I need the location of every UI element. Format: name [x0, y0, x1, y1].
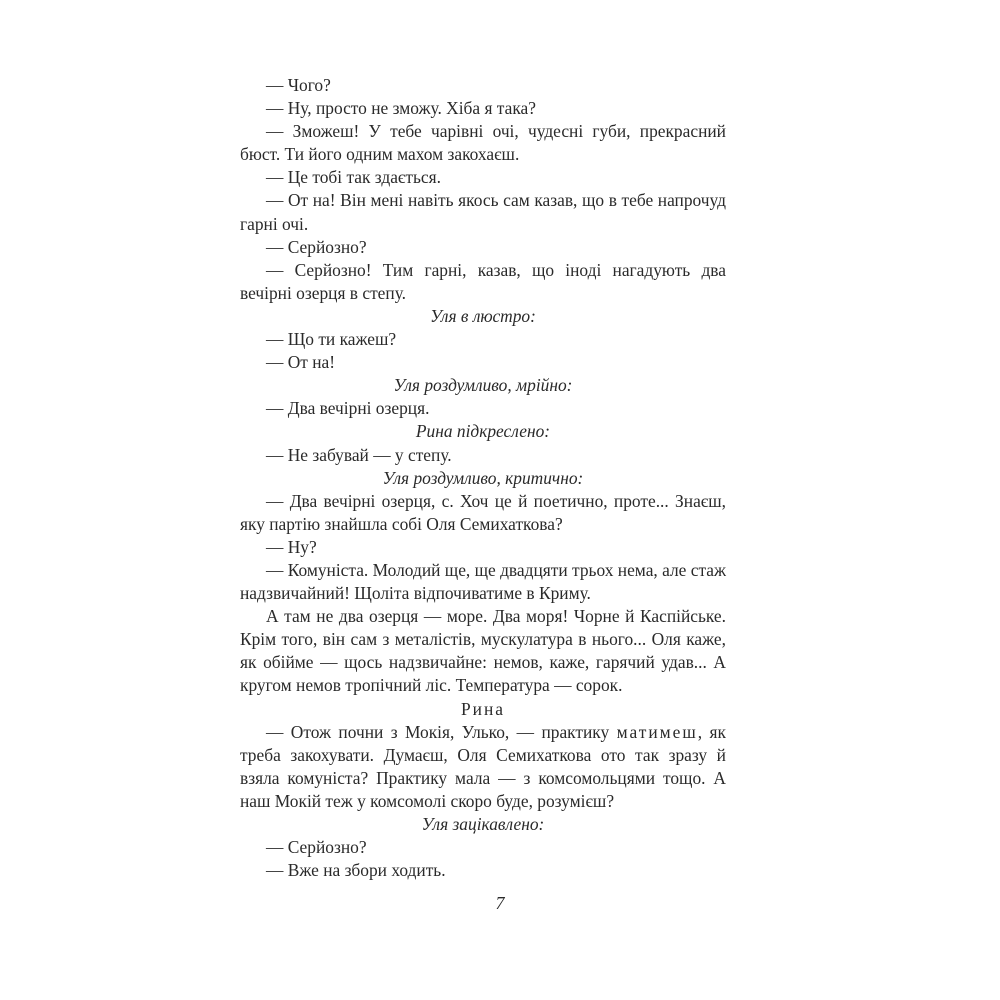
dialogue-text: , як треба закохувати. Думаєш, Оля Семихаткова ото так зразу й взяла комуніста? Практику мала — з комсомольцями тощо. А наш Мокій теж у комсомолі скоро буде, розумієш?: [240, 721, 726, 811]
emphasized-word: матимеш: [616, 721, 698, 742]
dialogue-line: — От на!: [266, 352, 336, 373]
dialogue-line: — Серйозно! Тим гарні, казав, що іноді нагадують два вечірні озерця в степу.: [240, 259, 726, 303]
dialogue-line: — Ну?: [266, 536, 317, 557]
dialogue-line: — Два вечірні озерця, с. Хоч це й поетично, проте... Знаєш, яку партію знайшла собі Оля Семихаткова?: [240, 490, 726, 534]
dialogue-line: — Це тобі так здається.: [266, 167, 441, 188]
stage-direction: Рина підкреслено:: [415, 421, 551, 442]
stage-direction: Уля зацікавлено:: [421, 814, 545, 834]
dialogue-line: — Ну, просто не зможу. Хіба я така?: [266, 98, 536, 119]
page-text: [240, 74, 726, 882]
dialogue-line: — Чого?: [266, 75, 331, 95]
dialogue-line: — От на! Він мені навіть якось сам казав, що в тебе напрочуд гарні очі.: [240, 190, 726, 234]
dialogue-line: — Що ти кажеш?: [266, 329, 397, 350]
dialogue-line: — Зможеш! У тебе чарівні очі, чудесні губи, прекрасний бюст. Ти його одним махом закохаєш.: [240, 121, 726, 165]
dialogue-text: — Отож почни з Мокія, Улько, — практику: [266, 721, 617, 742]
dialogue-line: — Вже на збори ходить.: [266, 860, 446, 881]
dialogue-line: А там не два озерця — море. Два моря! Чорне й Каспійське. Крім того, він сам з металістів, мускулатура в нього... Оля каже, як обійме — щось надзвичайне: немов, каже, гарячий удав... А кругом немов тропічний ліс. Температура — сорок.: [240, 606, 726, 696]
stage-direction: Уля в люстро:: [430, 305, 536, 326]
speaker-name: Рина: [460, 698, 505, 719]
dialogue-line: — Серйозно?: [266, 837, 367, 858]
stage-direction: Уля роздумливо, критично:: [382, 467, 584, 488]
dialogue-line: — Серйозно?: [266, 236, 367, 257]
dialogue-line: — Не забувай — у степу.: [266, 444, 452, 465]
page-number: 7: [495, 893, 505, 913]
dialogue-line: — Комуніста. Молодий ще, ще двадцяти трьох нема, але стаж надзвичайний! Щоліта відпочиватиме в Криму.: [240, 559, 726, 604]
dialogue-line: — Два вечірні озерця.: [266, 398, 430, 419]
dialogue-line: [240, 721, 726, 813]
stage-direction: Уля роздумливо, мрійно:: [393, 375, 573, 396]
